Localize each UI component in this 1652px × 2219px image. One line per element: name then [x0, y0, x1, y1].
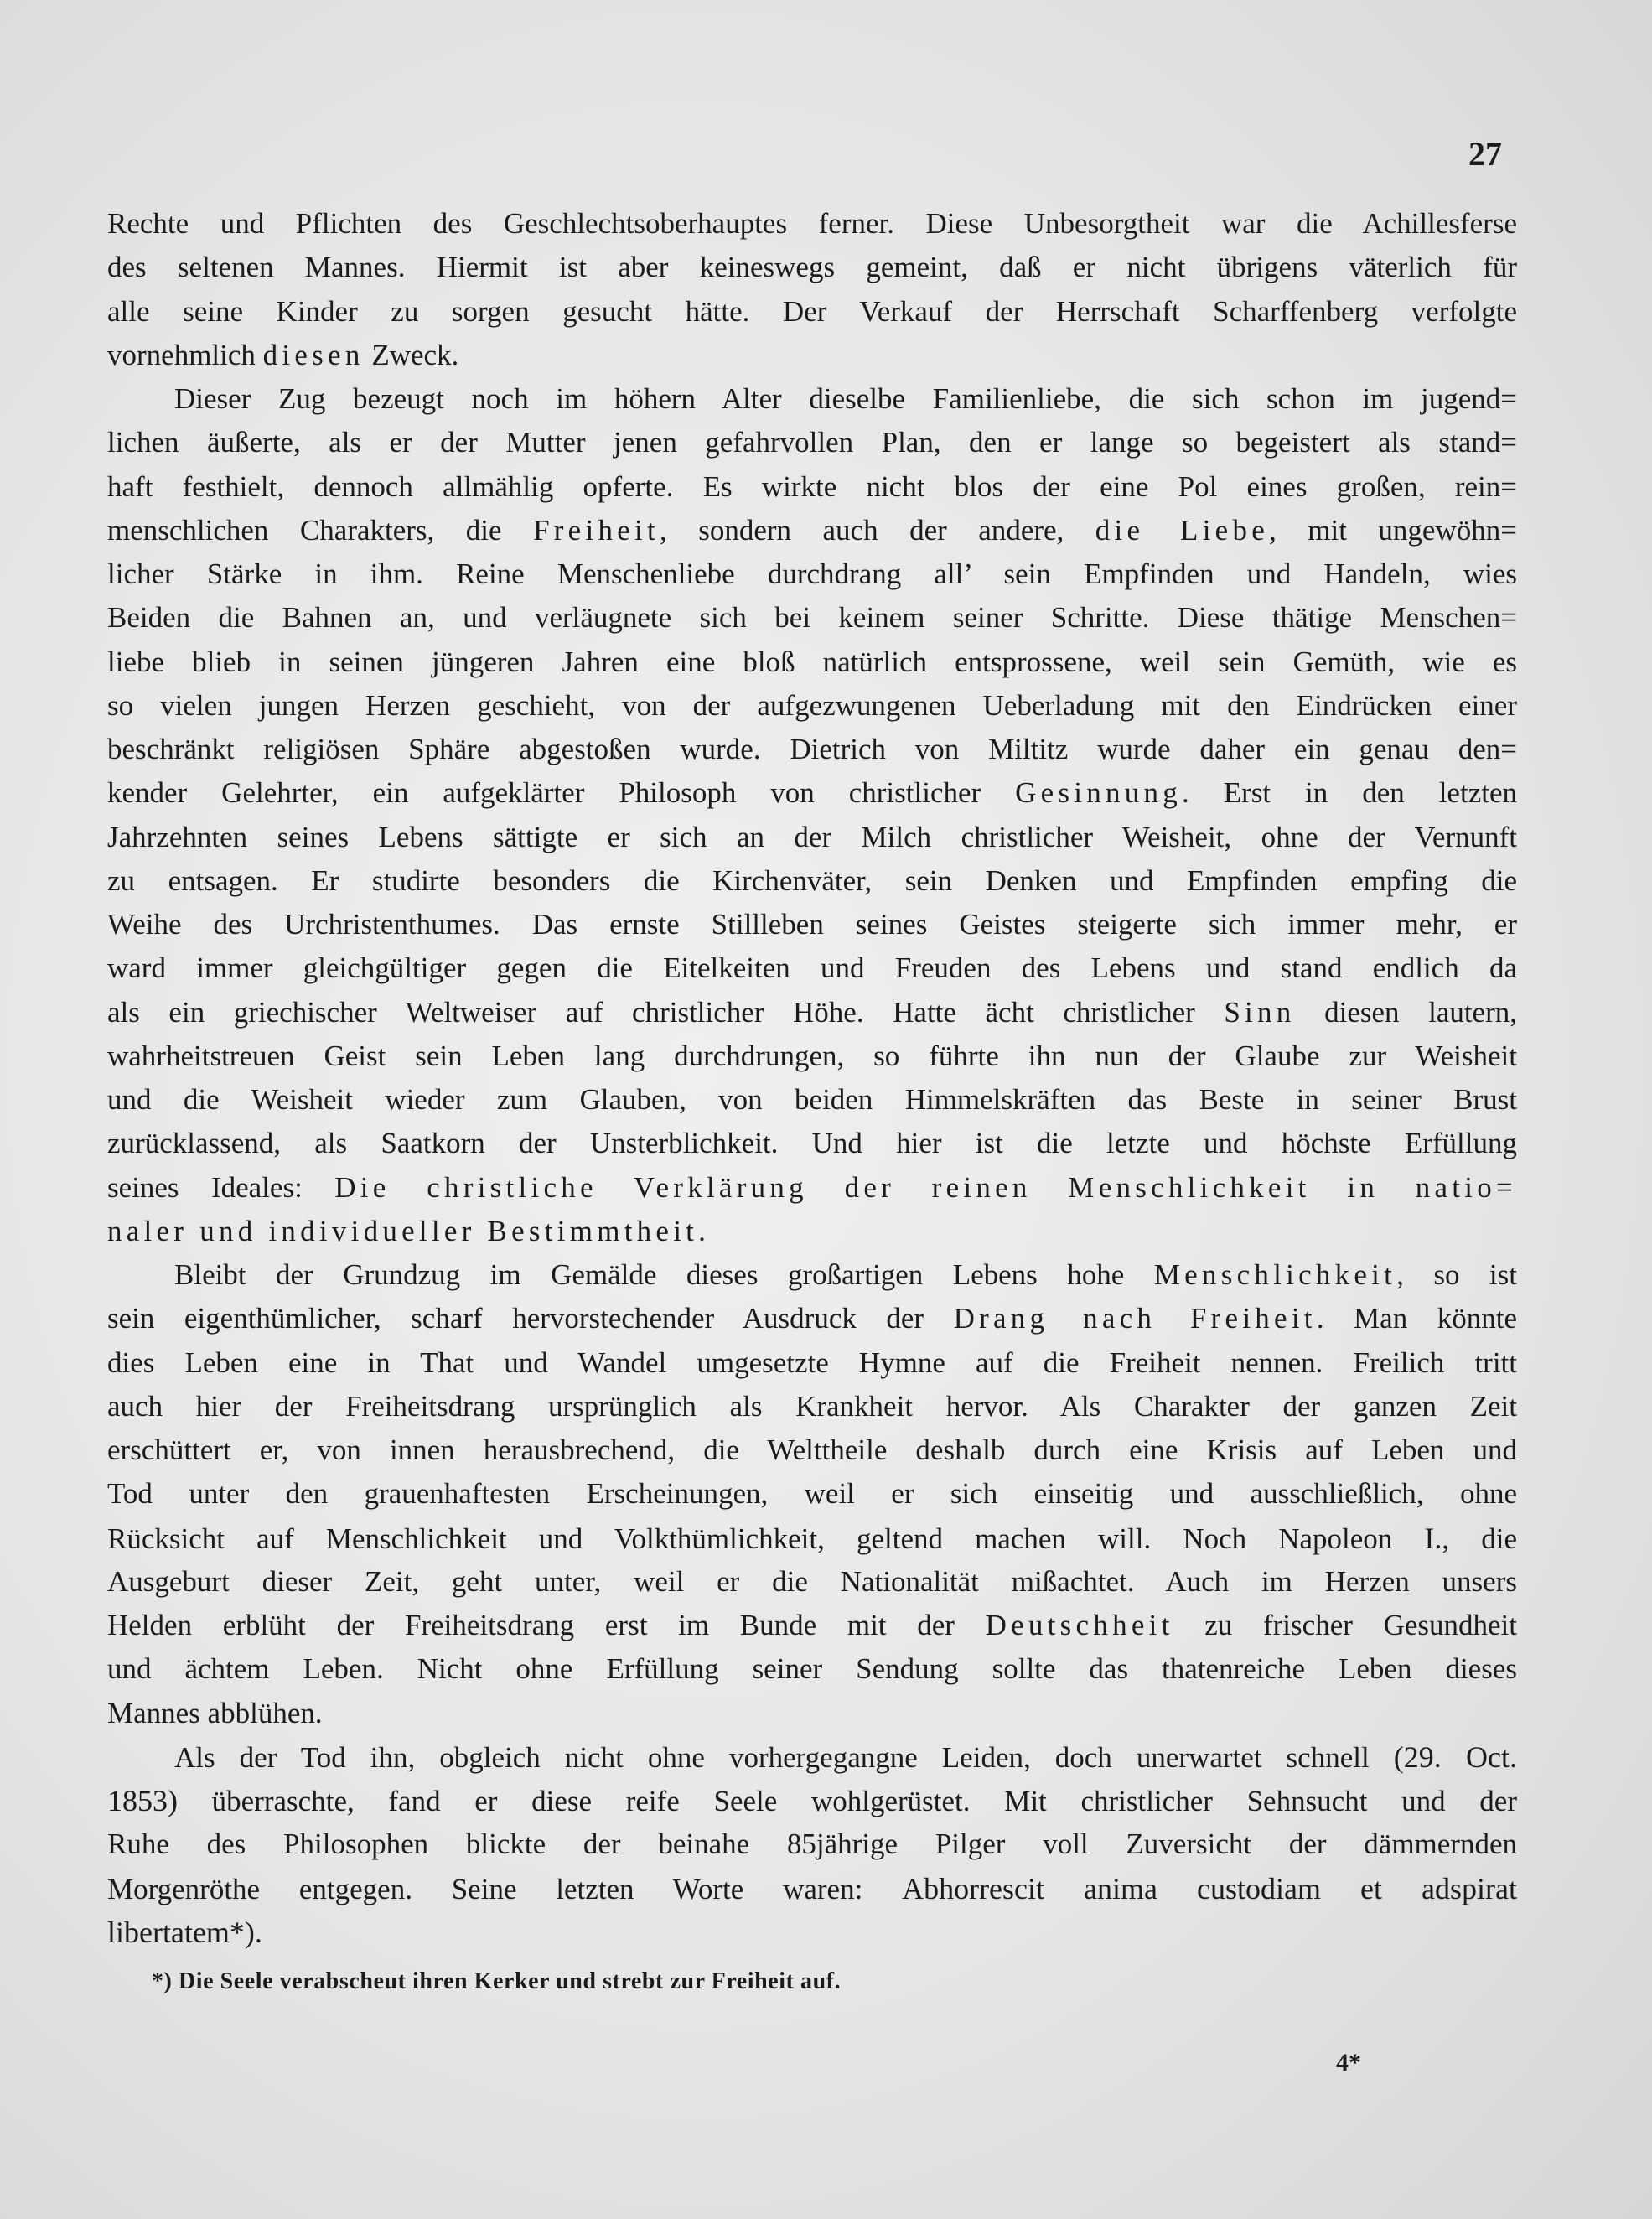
- antiqua-text: 1853): [107, 1784, 178, 1817]
- paragraph: [107, 1253, 1517, 1735]
- text-line: [107, 1560, 1517, 1604]
- footnote: *) Die Seele verabscheut ihren Kerker und strebt zur Freiheit auf.: [152, 1968, 842, 1994]
- text-line: [107, 1516, 1517, 1560]
- spaced-emphasis: Gesinnung: [1015, 776, 1183, 810]
- text-line: [107, 552, 1517, 596]
- page-number: 27: [1468, 135, 1502, 173]
- text-line: [107, 1297, 1517, 1340]
- antiqua-text: libertatem*).: [107, 1915, 262, 1949]
- text-line: [107, 334, 1517, 377]
- text-line: [107, 1911, 1517, 1954]
- line-text: wahrheitstreuen Geist sein Leben lang durchdrungen, so führte ihn nun der Glaube zur Weisheit: [107, 1039, 1517, 1072]
- text-line: [107, 816, 1517, 859]
- text-line: [107, 1472, 1517, 1516]
- line-text: . Erst in den letzten: [1182, 776, 1517, 810]
- line-text: lichen äußerte, als er der Mutter jenen gefahrvollen Plan, den er lange so begeistert als stand=: [107, 426, 1517, 459]
- line-text: zurücklassend, als Saatkorn der Unsterblichkeit. Und hier ist die letzte und höchste Erfüllung: [107, 1127, 1517, 1160]
- line-text: Tod unter den grauenhaftesten Erscheinungen, weil er sich einseitig und ausschließlich, ohne: [107, 1477, 1517, 1511]
- text-block: [107, 202, 1517, 1954]
- spaced-emphasis: naler und individueller Bestimmtheit.: [107, 1214, 711, 1247]
- line-text: . Man könnte: [1316, 1302, 1517, 1335]
- text-line: [107, 290, 1517, 334]
- text-line: [107, 1867, 1517, 1911]
- line-text: erschüttert er, von innen herausbrechend, die Welttheile deshalb durch eine Krisis auf Leben und: [107, 1434, 1517, 1466]
- line-text: kender Gelehrter, ein aufgeklärter Philosoph von christlicher: [107, 776, 1016, 810]
- text-line: [107, 1166, 1517, 1210]
- antiqua-text: I.: [1424, 1521, 1442, 1555]
- text-line: [107, 596, 1517, 640]
- text-line: [107, 771, 1517, 815]
- text-line: [107, 1341, 1517, 1385]
- line-text: sein eigenthümlicher, scharf hervorstechender Ausdruck der: [107, 1302, 954, 1335]
- spaced-emphasis: die Liebe: [1095, 513, 1269, 547]
- line-text: und ächtem Leben. Nicht ohne Erfüllung seiner Sendung sollte das thatenreiche Leben dieses: [107, 1652, 1517, 1686]
- line-text: Mannes abblühen.: [107, 1696, 323, 1729]
- line-text: vornehmlich: [107, 338, 263, 371]
- line-text: Rücksicht auf Menschlichkeit und Volkthümlichkeit, geltend machen will. Noch Napoleon: [107, 1522, 1425, 1555]
- line-text: Morgenröthe entgegen. Seine letzten Worte waren:: [107, 1872, 903, 1905]
- line-text: Dieser Zug bezeugt noch im höhern Alter dieselbe Familienliebe, die sich schon im jugend=: [174, 382, 1517, 415]
- line-text: Helden erblüht der Freiheitsdrang erst im Bunde mit der: [107, 1609, 986, 1641]
- text-line: [107, 684, 1517, 728]
- line-text: Ruhe des Philosophen blickte der beinahe 85jährige Pilger voll Zuversicht der dämmernden: [107, 1828, 1517, 1861]
- spaced-emphasis: Die christliche Verklärung der reinen Menschlichkeit in natio=: [334, 1170, 1517, 1204]
- line-text: licher Stärke in ihm. Reine Menschenliebe durchdrang all’ sein Empfinden und Handeln, wies: [107, 557, 1517, 590]
- text-line: [107, 640, 1517, 684]
- text-line: [107, 421, 1517, 464]
- text-line: [107, 859, 1517, 903]
- text-line: [107, 465, 1517, 509]
- text-line: [107, 1210, 1517, 1253]
- text-line: [107, 202, 1517, 246]
- line-text: menschlichen Charakters, die: [107, 513, 534, 547]
- signature-mark: 4*: [1336, 2049, 1361, 2076]
- text-line: [107, 1385, 1517, 1428]
- text-line: [107, 1428, 1517, 1472]
- spaced-emphasis: Freiheit: [533, 513, 660, 547]
- line-text: liebe blieb in seinen jüngeren Jahren eine bloß natürlich entsprossene, weil sein Gemüth, wie es: [107, 645, 1517, 678]
- spaced-emphasis: Deutschheit: [985, 1609, 1174, 1641]
- text-line: [107, 377, 1517, 421]
- line-text: , mit ungewöhn=: [1268, 513, 1517, 547]
- text-line: [107, 991, 1517, 1034]
- spaced-emphasis: Menschlichkeit: [1153, 1258, 1397, 1291]
- text-line: [107, 1779, 1517, 1822]
- line-text: , so ist: [1396, 1258, 1517, 1291]
- line-text: Beiden die Bahnen an, und verläugnete sich bei keinem seiner Schritte. Diese thätige Menschen=: [107, 601, 1517, 635]
- text-line: [107, 1692, 1517, 1735]
- line-text: , die: [1442, 1522, 1517, 1555]
- line-text: Bleibt der Grundzug im Gemälde dieses großartigen Lebens hohe: [174, 1258, 1154, 1291]
- line-text: , sondern auch der andere,: [659, 513, 1095, 547]
- antiqua-text: (29. Oct.: [1393, 1739, 1517, 1774]
- line-text: so vielen jungen Herzen geschieht, von der aufgezwungenen Ueberladung mit den Eindrücken einer: [107, 688, 1517, 722]
- line-text: seines Ideales:: [107, 1170, 335, 1204]
- line-text: haft festhielt, dennoch allmählig opferte. Es wirkte nicht blos der eine Pol eines großen, rein=: [107, 469, 1517, 503]
- line-text: diesen lautern,: [1295, 995, 1517, 1029]
- line-text: alle seine Kinder zu sorgen gesucht hätte. Der Verkauf der Herrschaft Scharffenberg verfolgte: [107, 294, 1517, 328]
- line-text: zu frischer Gesundheit: [1173, 1609, 1517, 1641]
- line-text: als ein griechischer Weltweiser auf christlicher Höhe. Hatte ächt christlicher: [107, 995, 1225, 1029]
- text-line: [107, 1735, 1517, 1779]
- text-line: [107, 1078, 1517, 1122]
- line-text: Jahrzehnten seines Lebens sättigte er sich an der Milch christlicher Weisheit, ohne der Vernunft: [107, 820, 1517, 853]
- line-text: auch hier der Freiheitsdrang ursprünglich als Krankheit hervor. Als Charakter der ganzen Zeit: [107, 1389, 1517, 1423]
- text-line: [107, 1034, 1517, 1078]
- line-text: des seltenen Mannes. Hiermit ist aber keineswegs gemeint, daß er nicht übrigens väterlich für: [107, 251, 1517, 284]
- text-line: [107, 1604, 1517, 1647]
- text-line: [107, 1253, 1517, 1297]
- text-line: [107, 728, 1517, 771]
- text-line: [107, 946, 1517, 990]
- line-text: Zweck.: [364, 338, 459, 371]
- antiqua-text: Abhorrescit anima custodiam et adspirat: [902, 1871, 1517, 1905]
- spaced-emphasis: diesen: [262, 338, 365, 371]
- text-line: [107, 246, 1517, 289]
- line-text: überraschte, fand er diese reife Seele wohlgerüstet. Mit christlicher Sehnsucht und der: [178, 1785, 1517, 1817]
- text-line: [107, 1647, 1517, 1691]
- line-text: und die Weisheit wieder zum Glauben, von beiden Himmelskräften das Beste in seiner Brust: [107, 1083, 1517, 1116]
- line-text: dies Leben eine in That und Wandel umgesetzte Hymne auf die Freiheit nennen. Freilich tritt: [107, 1345, 1517, 1379]
- line-text: ward immer gleichgültiger gegen die Eitelkeiten und Freuden des Lebens und stand endlich da: [107, 951, 1517, 985]
- line-text: Weihe des Urchristenthumes. Das ernste Stillleben seines Geistes steigerte sich immer mehr, er: [107, 908, 1517, 941]
- line-text: Rechte und Pflichten des Geschlechtsoberhauptes ferner. Diese Unbesorgtheit war die Achillesferse: [107, 207, 1517, 240]
- paragraph: [107, 377, 1517, 1253]
- text-line: [107, 903, 1517, 946]
- text-line: [107, 1822, 1517, 1866]
- line-text: zu entsagen. Er studirte besonders die Kirchenväter, sein Denken und Empfinden empfing die: [107, 863, 1517, 897]
- spaced-emphasis: Sinn: [1224, 995, 1296, 1029]
- text-line: [107, 509, 1517, 552]
- spaced-emphasis: Drang nach Freiheit: [953, 1302, 1317, 1335]
- paragraph: [107, 202, 1517, 377]
- line-text: Ausgeburt dieser Zeit, geht unter, weil er die Nationalität mißachtet. Auch im Herzen unsers: [107, 1564, 1517, 1598]
- paragraph: [107, 1735, 1517, 1954]
- text-line: [107, 1122, 1517, 1165]
- line-text: beschränkt religiösen Sphäre abgestoßen wurde. Dietrich von Miltitz wurde daher ein genau den=: [107, 733, 1517, 765]
- line-text: Als der Tod ihn, obgleich nicht ohne vorhergegangne Leiden, doch unerwartet schnell: [174, 1740, 1394, 1774]
